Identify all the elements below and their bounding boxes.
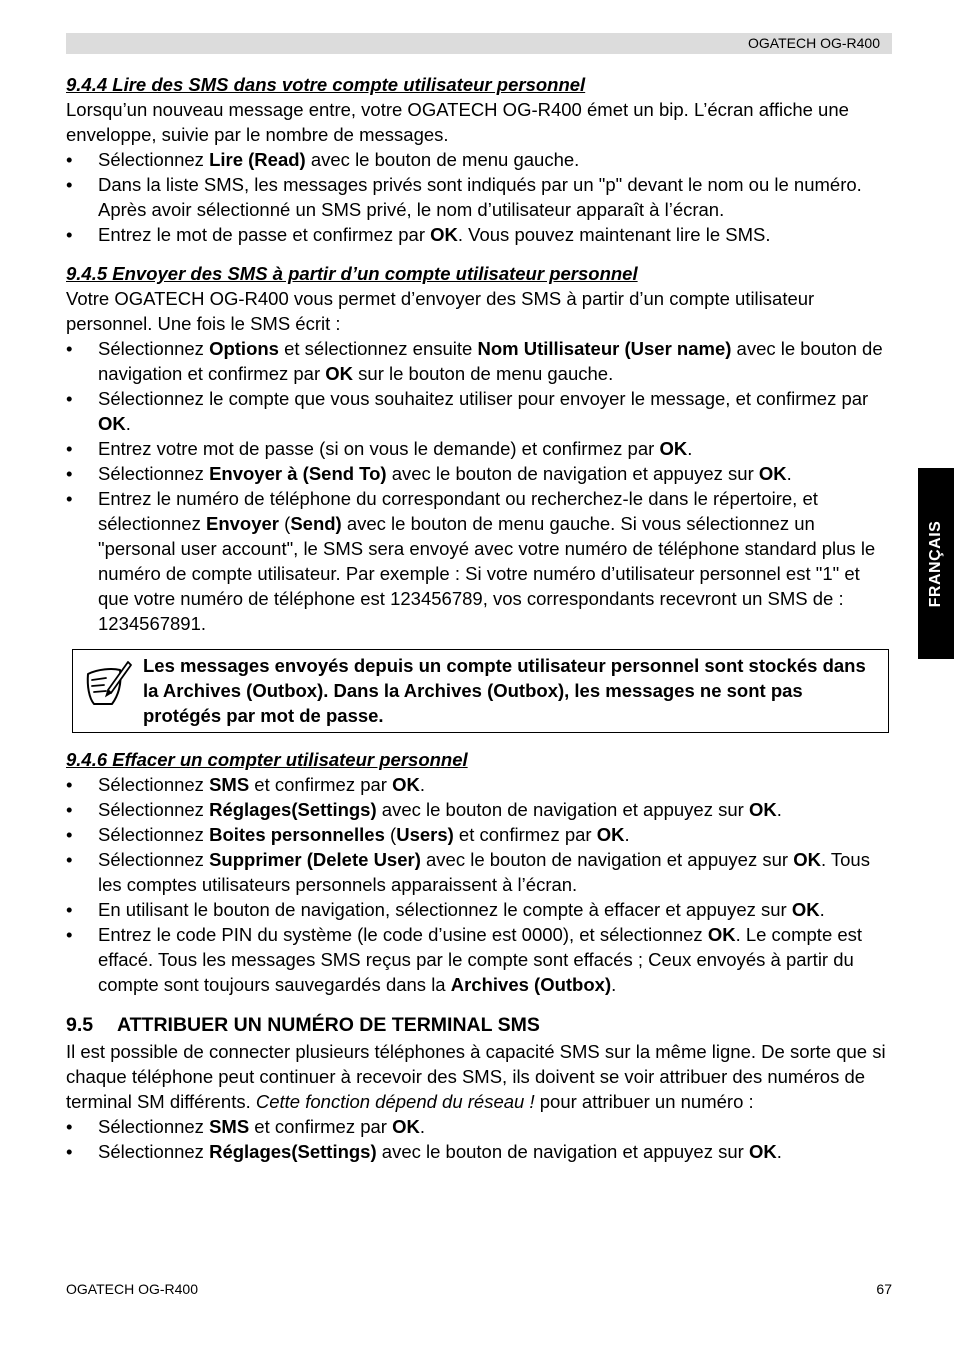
section-number: 9.5 xyxy=(66,1014,94,1036)
list-item: • Entrez votre mot de passe (si on vous le demande) et confirmez par OK. xyxy=(66,436,892,461)
section-9-4-6-list xyxy=(66,772,892,997)
list-item: • Sélectionnez Supprimer (Delete User) avec le bouton de navigation et appuyez sur OK. Tous les comptes utilisateurs personnels apparaissent à l’écran. xyxy=(66,847,892,897)
list-item: • Sélectionnez SMS et confirmez par OK. xyxy=(66,1114,892,1139)
list-item: • Sélectionnez Options et sélectionnez ensuite Nom Utillisateur (User name) avec le bouton de navigation et confirmez par OK sur le bouton de menu gauche. xyxy=(66,336,892,386)
header-bar xyxy=(66,33,892,54)
section-9-5-title: 9.5 ATTRIBUER UN NUMÉRO DE TERMINAL SMS xyxy=(66,1011,892,1039)
note-box xyxy=(72,649,889,733)
list-item: • Sélectionnez Réglages(Settings) avec le bouton de navigation et appuyez sur OK. xyxy=(66,1139,892,1164)
section-9-4-6-title: 9.4.6 Effacer un compter utilisateur personnel xyxy=(66,749,468,770)
section-9-4-4-list xyxy=(66,147,892,247)
list-item: • Sélectionnez SMS et confirmez par OK. xyxy=(66,772,892,797)
header-title: OGATECH OG-R400 xyxy=(748,35,880,51)
list-item: • Sélectionnez Envoyer à (Send To) avec le bouton de navigation et appuyez sur OK. xyxy=(66,461,892,486)
list-item: • Dans la liste SMS, les messages privés sont indiqués par un "p" devant le nom ou le numéro. Après avoir sélectionné un SMS privé, le nom d’utilisateur apparaît à l’écran. xyxy=(66,172,892,222)
section-9-5-intro: Il est possible de connecter plusieurs téléphones à capacité SMS sur la même ligne. De sorte que si chaque téléphone peut continuer à recevoir des SMS, ils doivent se voir attribuer des numéros de terminal SM différents. Cette fonction dépend du réseau ! pour attribuer un numéro : xyxy=(66,1041,886,1112)
list-item: • En utilisant le bouton de navigation, sélectionnez le compte à effacer et appuyez sur OK. xyxy=(66,897,892,922)
list-item: • Sélectionnez le compte que vous souhaitez utiliser pour envoyer le message, et confirmez par OK. xyxy=(66,386,892,436)
list-item: • Sélectionnez Lire (Read) avec le bouton de menu gauche. xyxy=(66,147,892,172)
section-9-4-5-title: 9.4.5 Envoyer des SMS à partir d’un compte utilisateur personnel xyxy=(66,263,638,284)
language-tab xyxy=(918,468,954,659)
section-9-4-5-intro: Votre OGATECH OG-R400 vous permet d’envoyer des SMS à partir d’un compte utilisateur personnel. Une fois le SMS écrit : xyxy=(66,288,815,334)
page-content xyxy=(66,72,892,1164)
list-item: • Entrez le mot de passe et confirmez par OK. Vous pouvez maintenant lire le SMS. xyxy=(66,222,892,247)
page-number: 67 xyxy=(876,1281,892,1297)
note-text: Les messages envoyés depuis un compte utilisateur personnel sont stockés dans la Archives (Outbox). Dans la Archives (Outbox), les messages ne sont pas protégés par mot de passe. xyxy=(143,655,866,726)
section-9-4-4-title: 9.4.4 Lire des SMS dans votre compte utilisateur personnel xyxy=(66,74,586,95)
note-pencil-icon xyxy=(82,656,132,708)
section-9-4-4-intro: Lorsqu’un nouveau message entre, votre OGATECH OG-R400 émet un bip. L’écran affiche une enveloppe, suivie par le nombre de messages. xyxy=(66,99,849,145)
list-item: • Entrez le code PIN du système (le code d’usine est 0000), et sélectionnez OK. Le compte est effacé. Tous les messages SMS reçus par le compte sont effacés ; Ceux envoyés à partir du compte sont toujours sauvegardés dans la Archives (Outbox). xyxy=(66,922,892,997)
section-9-4-5-list xyxy=(66,336,892,636)
section-9-5-list xyxy=(66,1114,892,1164)
list-item: • Sélectionnez Boites personnelles (Users) et confirmez par OK. xyxy=(66,822,892,847)
language-tab-label: FRANÇAIS xyxy=(927,520,944,607)
list-item: • Entrez le numéro de téléphone du correspondant ou recherchez-le dans le répertoire, et sélectionnez Envoyer (Send) avec le bouton de menu gauche. Si vous sélectionnez un "personal user account", le SMS sera envoyé avec votre numéro de téléphone standard plus le numéro de compte utilisateur. Par exemple : Si votre numéro d’utilisateur personnel est "1" et que votre numéro de téléphone est 123456789, vos correspondants recevront un SMS de : 1234567891. xyxy=(66,486,892,636)
footer-title: OGATECH OG-R400 xyxy=(66,1281,198,1297)
list-item: • Sélectionnez Réglages(Settings) avec le bouton de navigation et appuyez sur OK. xyxy=(66,797,892,822)
